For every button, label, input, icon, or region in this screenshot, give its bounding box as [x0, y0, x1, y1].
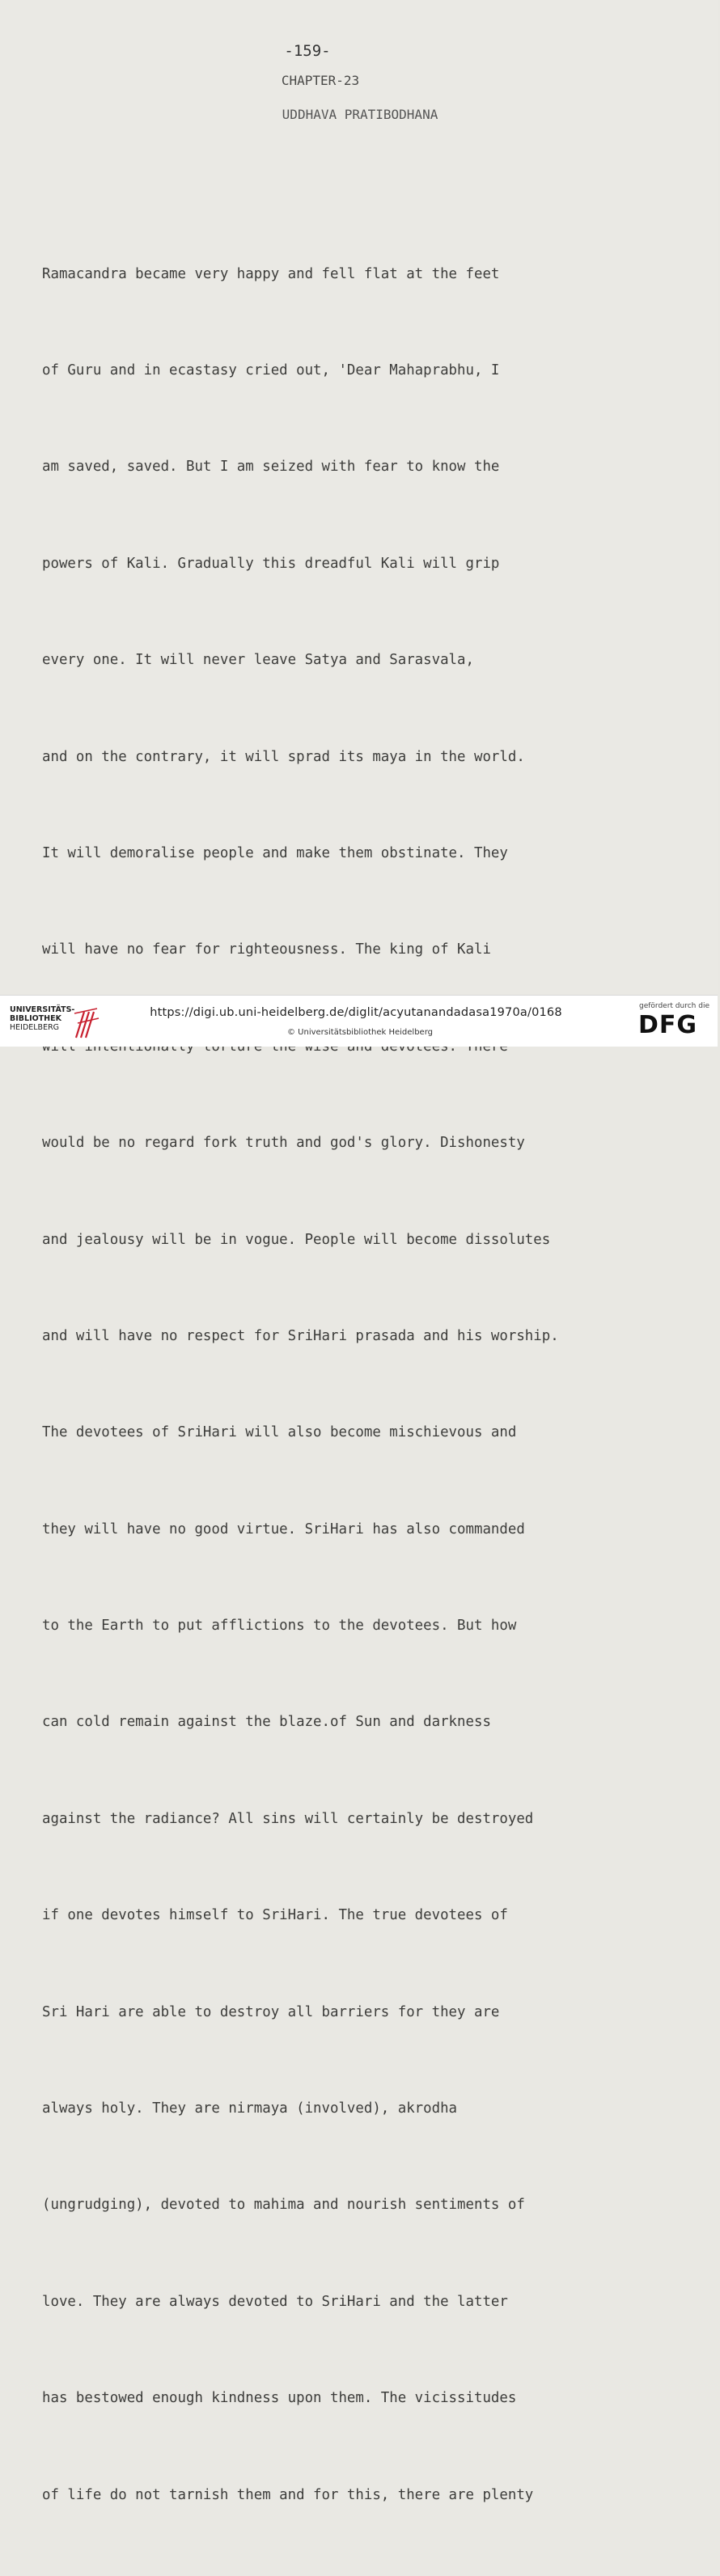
body-text [42, 194, 681, 2576]
university-library-logo[interactable] [10, 1005, 103, 1039]
text-line: every one. It will never leave Satya and Sarasvala, [42, 652, 474, 669]
text-line: powers of Kali. Gradually this dreadful Kali will grip [42, 555, 500, 572]
chapter-title: UDDHAVA PRATIBODHANA [282, 107, 438, 122]
text-line: and jealousy will be in vogue. People will become dissolutes [42, 1231, 551, 1248]
text-line: and on the contrary, it will sprad its maya in the world. [42, 748, 525, 765]
logo-line: BIBLIOTHEK [10, 1014, 61, 1023]
text-line: It will demoralise people and make them obstinate. They [42, 844, 508, 861]
library-emblem-icon [73, 1005, 100, 1041]
text-line: The devotees of SriHari will also become mischievous and [42, 1424, 517, 1441]
text-line: and will have no respect for SriHari prasada and his worship. [42, 1327, 559, 1344]
text-line: they will have no good virtue. SriHari has also commanded [42, 1521, 525, 1538]
page-number: -159- [284, 42, 331, 60]
text-line: against the radiance? All sins will certainly be destroyed [42, 1810, 534, 1827]
text-line: can cold remain against the blaze.of Sun and darkness [42, 1714, 491, 1731]
text-line: of Guru and in ecastasy cried out, 'Dear Mahaprabhu, I [42, 362, 500, 379]
funding-note: gefördert durch die [639, 1002, 709, 1010]
text-line: always holy. They are nirmaya (involved), akrodha [42, 2100, 458, 2117]
text-line: has bestowed enough kindness upon them. The vicissitudes [42, 2390, 517, 2407]
logo-line: UNIVERSITÄTS- [10, 1005, 75, 1014]
text-line: love. They are always devoted to SriHari and the latter [42, 2293, 508, 2310]
text-line: Ramacandra became very happy and fell flat at the feet [42, 265, 500, 282]
text-line: if one devotes himself to SriHari. The true devotees of [42, 1907, 508, 1924]
copyright-notice: © Universitätsbibliothek Heidelberg [286, 1028, 433, 1037]
text-line: am saved, saved. But I am seized with fear to know the [42, 459, 500, 476]
text-line: will have no fear for righteousness. The king of Kali [42, 941, 491, 958]
logo-line: HEIDELBERG [10, 1023, 60, 1032]
text-line: (ungrudging), devoted to mahima and nourish sentiments of [42, 2197, 525, 2214]
dfg-logo[interactable]: DFG [638, 1011, 698, 1039]
footer-bar [0, 995, 718, 1047]
text-line: Sri Hari are able to destroy all barriers for they are [42, 2003, 500, 2020]
permalink-url[interactable]: https://digi.ub.uni-heidelberg.de/diglit/acyutanandadasa1970a/0168 [150, 1006, 562, 1019]
text-line: would be no regard fork truth and god's glory. Dishonesty [42, 1135, 525, 1152]
chapter-heading: CHAPTER-23 [281, 73, 360, 88]
text-line: of life do not tarnish them and for this, there are plenty [42, 2486, 534, 2503]
text-line: to the Earth to put afflictions to the devotees. But how [42, 1618, 517, 1635]
logo-text [10, 1005, 74, 1032]
